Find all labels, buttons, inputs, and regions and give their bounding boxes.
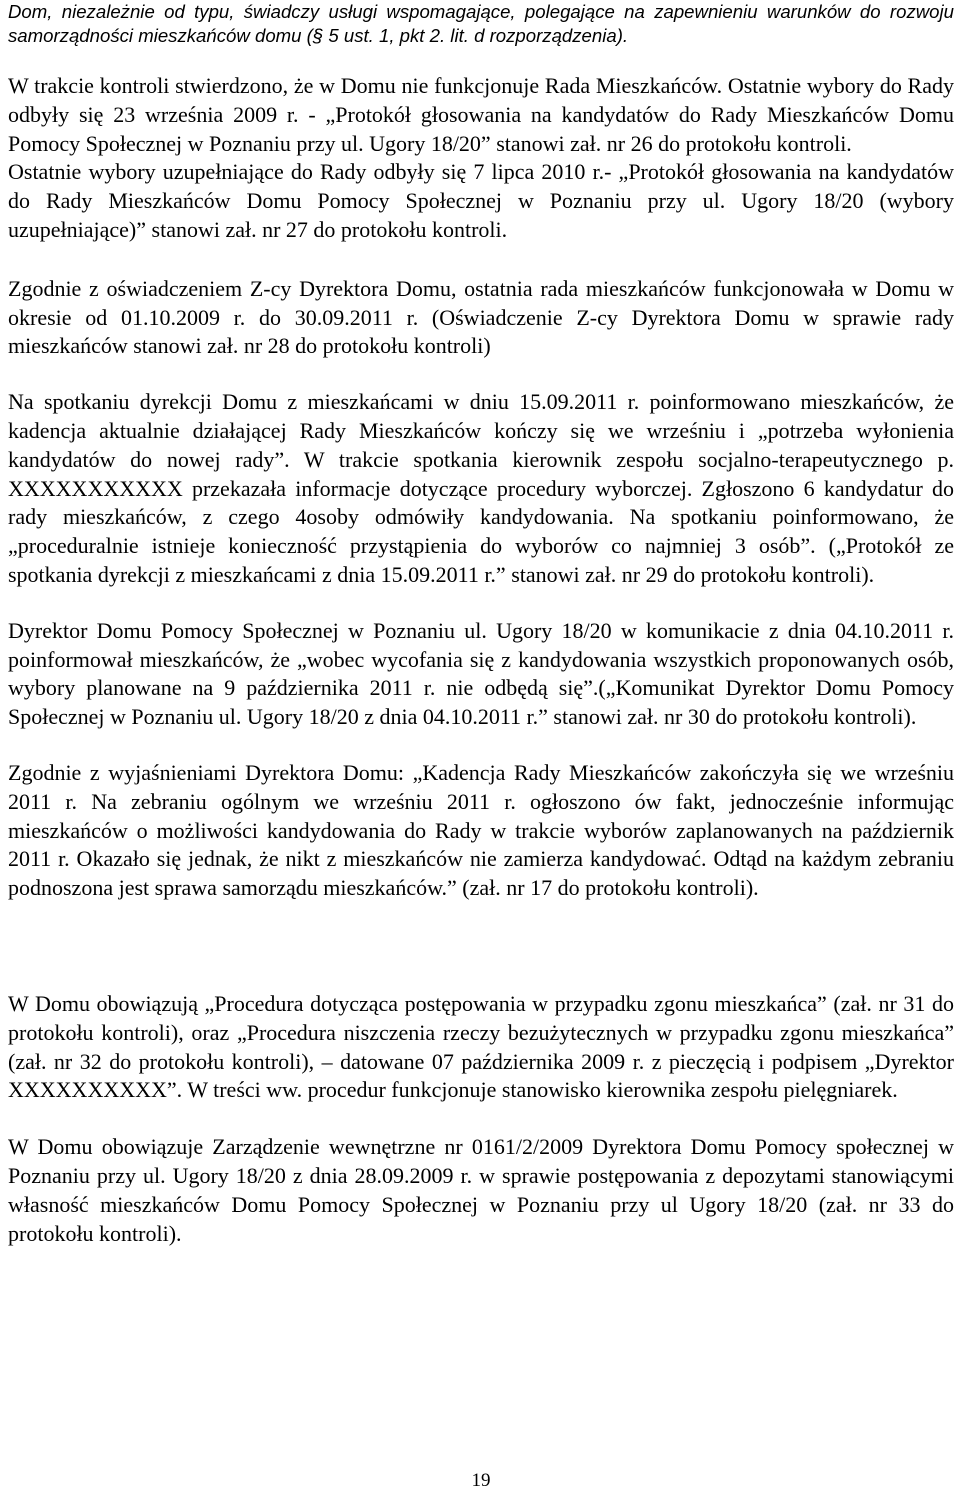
document-page <box>8 0 954 1492</box>
director-explanation-paragraph: Zgodnie z wyjaśnieniami Dyrektora Domu: „Kadencja Rady Mieszkańców zakończyła się we wrześniu 2011 r. Na zebraniu ogólnym we wrześniu 2011 r. ogłoszono ów fakt, jednocześnie informując mieszkańców o możliwości kandydowania do Rady w trakcie wyborów zaplanowanych na październik 2011 r. Okazało się jednak, że nikt z mieszkańców nie zamierza kandydować. Odtąd na każdym zebraniu podnoszona jest sprawa samorządu mieszkańców.” (zał. nr 17 do protokołu kontroli). <box>8 759 954 901</box>
page-number: 19 <box>471 1470 491 1491</box>
director-statement-paragraph: Zgodnie z oświadczeniem Z-cy Dyrektora Domu, ostatnia rada mieszkańców funkcjonowała w Domu w okresie od 01.10.2009 r. do 30.09.2011 r. (Oświadczenie Z-cy Dyrektora Domu w sprawie rady mieszkańców stanowi zał. nr 28 do protokołu kontroli) <box>8 275 954 359</box>
procedures-paragraph: W Domu obowiązują „Procedura dotycząca postępowania w przypadku zgonu mieszkańca” (zał. nr 31 do protokołu kontroli), oraz „Procedura niszczenia rzeczy bezużytecznych w przypadku zgonu mieszkańca” (zał. nr 32 do protokołu kontroli), – datowane 07 października 2009 r. z pieczęcią i podpisem „Dyrektor XXXXXXXXXX”. W treści ww. procedur funkcjonuje stanowisko kierownika zespołu pielęgniarek. <box>8 990 954 1103</box>
intro-paragraph: Dom, niezależnie od typu, świadczy usługi wspomagające, polegające na zapewnieniu warunków do rozwoju samorządności mieszkańców domu (§ 5 ust. 1, pkt 2. lit. d rozporządzenia). <box>8 1 954 46</box>
supplementary-elections-paragraph: Ostatnie wybory uzupełniające do Rady odbyły się 7 lipca 2010 r.- „Protokół głosowania na kandydatów do Rady Mieszkańców Domu Pomocy Społecznej w Poznaniu przy ul. Ugory 18/20 (wybory uzupełniające)” stanowi zał. nr 27 do protokołu kontroli. <box>8 159 954 242</box>
meeting-paragraph: Na spotkaniu dyrekcji Domu z mieszkańcami w dniu 15.09.2011 r. poinformowano mieszkańców, że kadencja aktualnie działającej Rady Mieszkańców kończy się we wrześniu i „potrzeba wyłonienia kandydatów do nowej rady”. W trakcie spotkania kierownik zespołu socjalno-terapeutycznego p. XXXXXXXXXXX przekazała informacje dotyczące procedury wyborczej. Zgłoszono 6 kandydatur do rady mieszkańców, z czego 4osoby odmówiły kandydowania. Na spotkaniu poinformowano, że „proceduralnie istnieje konieczność przystąpienia do wyborów co najmniej 3 osób”. („Protokół ze spotkania dyrekcji z mieszkańcami z dnia 15.09.2011 r.” stanowi zał. nr 29 do protokołu kontroli). <box>8 389 954 587</box>
director-notice-paragraph: Dyrektor Domu Pomocy Społecznej w Poznaniu ul. Ugory 18/20 w komunikacie z dnia 04.10.2011 r. poinformował mieszkańców, że „wobec wycofania się z kandydowania wszystkich proponowanych osób, wybory planowane na 9 października 2011 r. nie odbędą się”.(„Komunikat Dyrektor Domu Pomocy Społecznej w Poznaniu ul. Ugory 18/20 z dnia 04.10.2011 r.” stanowi zał. nr 30 do protokołu kontroli). <box>8 617 954 730</box>
council-paragraph: W trakcie kontroli stwierdzono, że w Domu nie funkcjonuje Rada Mieszkańców. Ostatnie wybory do Rady odbyły się 23 września 2009 r. - „Protokół głosowania na kandydatów do Rady Mieszkańców Domu Pomocy Społecznej w Poznaniu przy ul. Ugory 18/20” stanowi zał. nr 26 do protokołu kontroli. <box>8 73 954 156</box>
regulation-paragraph: W Domu obowiązuje Zarządzenie wewnętrzne nr 0161/2/2009 Dyrektora Domu Pomocy społecznej w Poznaniu przy ul. Ugory 18/20 z dnia 28.09.2009 r. w sprawie postępowania z depozytami stanowiącymi własność mieszkańców Domu Pomocy Społecznej w Poznaniu przy ul Ugory 18/20 (zał. nr 33 do protokołu kontroli). <box>8 1134 954 1246</box>
